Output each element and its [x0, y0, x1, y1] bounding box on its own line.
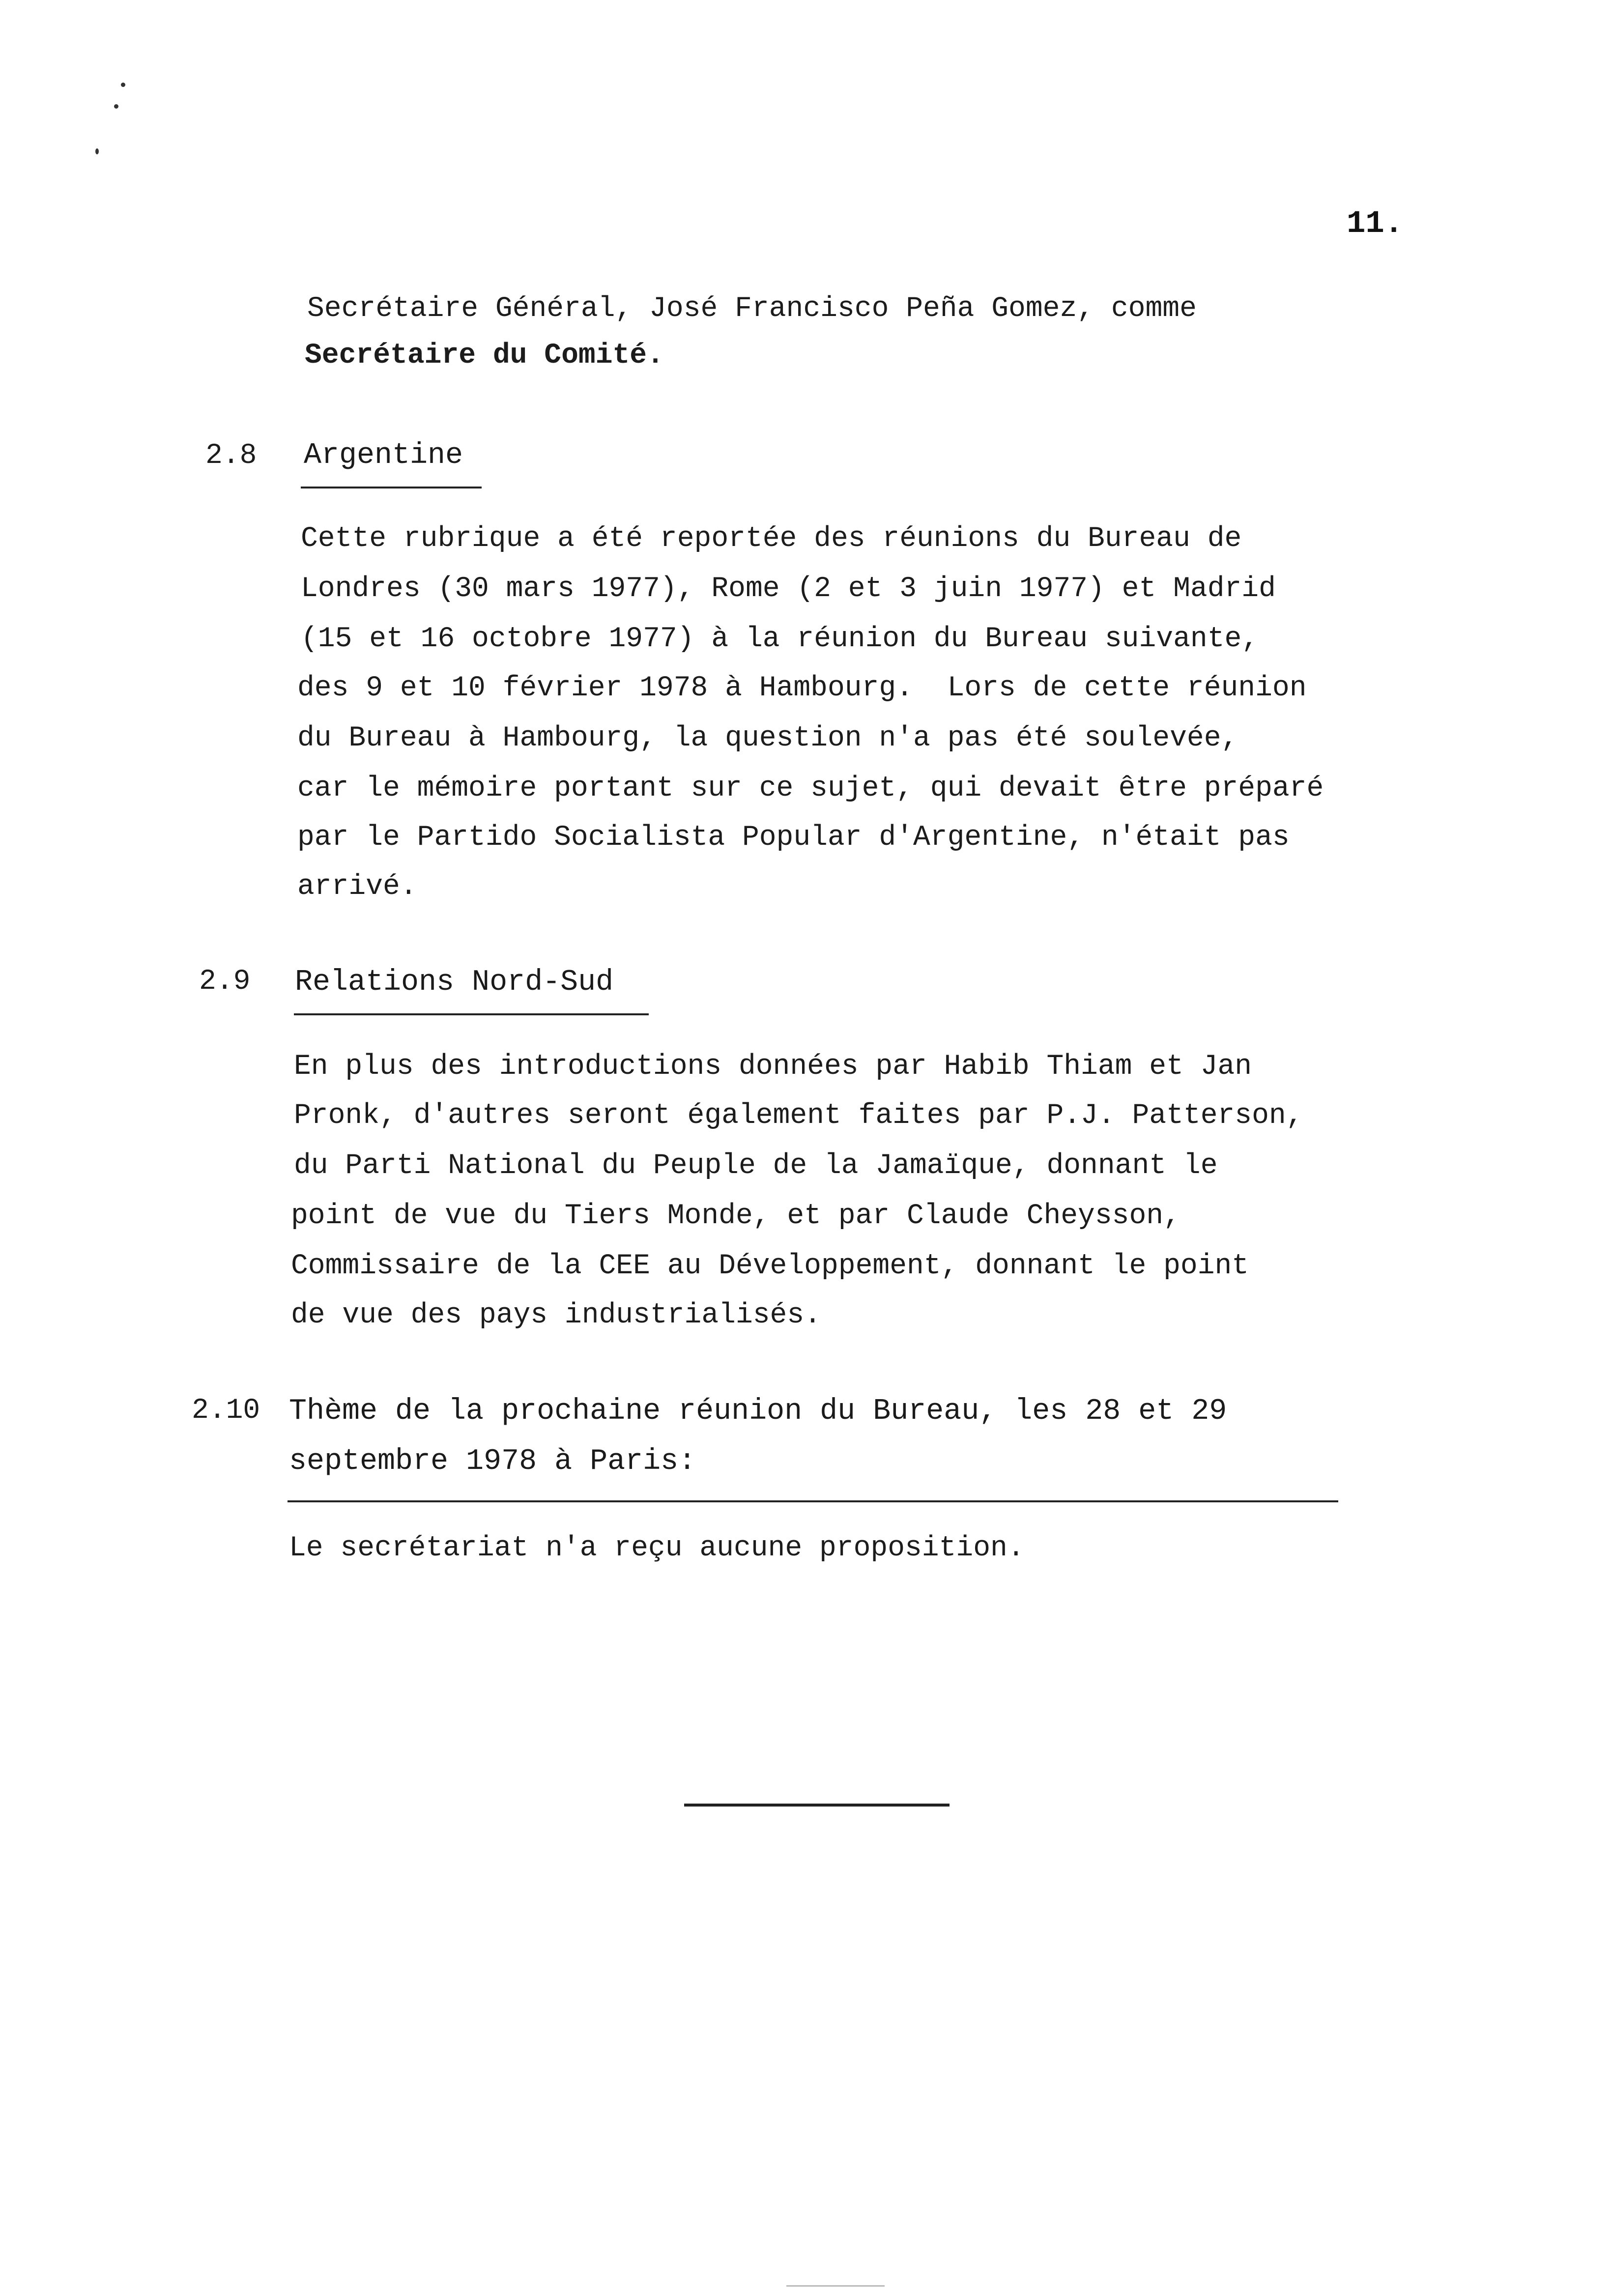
intro-line: Secrétaire Général, José Francisco Peña Gomez, comme — [307, 293, 1197, 325]
end-rule — [684, 1804, 950, 1807]
body-line: car le mémoire portant sur ce sujet, qui devait être préparé — [297, 773, 1324, 804]
scan-artifact — [786, 2285, 885, 2287]
intro-line: Secrétaire du Comité. — [305, 340, 664, 372]
section-title: Relations Nord-Sud — [295, 966, 614, 999]
body-line: Londres (30 mars 1977), Rome (2 et 3 juin 1977) et Madrid — [301, 573, 1276, 605]
title-underline — [301, 487, 482, 488]
body-line: En plus des introductions données par Habib Thiam et Jan — [294, 1051, 1252, 1083]
section-title: septembre 1978 à Paris: — [289, 1445, 696, 1478]
body-line: arrivé. — [297, 871, 417, 903]
page-number: 11. — [1347, 206, 1404, 242]
title-underline — [288, 1500, 1338, 1502]
body-line: de vue des pays industrialisés. — [291, 1299, 821, 1331]
body-line: Pronk, d'autres seront également faites par P.J. Patterson, — [294, 1100, 1303, 1132]
body-line: Commissaire de la CEE au Développement, donnant le point — [291, 1250, 1249, 1282]
scan-mark — [114, 104, 118, 109]
body-line: par le Partido Socialista Popular d'Argentine, n'était pas — [297, 822, 1290, 854]
section-number: 2.10 — [192, 1395, 260, 1427]
section-number: 2.8 — [205, 440, 257, 472]
body-line: du Parti National du Peuple de la Jamaïque, donnant le — [294, 1150, 1218, 1182]
body-line: Cette rubrique a été reportée des réunions du Bureau de — [301, 523, 1242, 555]
body-line: point de vue du Tiers Monde, et par Claude Cheysson, — [291, 1200, 1180, 1232]
scan-mark — [121, 83, 125, 87]
scan-mark — [95, 148, 99, 154]
section-title: Thème de la prochaine réunion du Bureau, les 28 et 29 — [289, 1395, 1227, 1428]
title-underline — [294, 1013, 649, 1015]
body-line: des 9 et 10 février 1978 à Hambourg. Lors de cette réunion — [297, 672, 1307, 704]
body-line: (15 et 16 octobre 1977) à la réunion du Bureau suivante, — [301, 623, 1259, 655]
body-line: du Bureau à Hambourg, la question n'a pas été soulevée, — [297, 722, 1238, 754]
section-title: Argentine — [304, 439, 463, 472]
body-line: Le secrétariat n'a reçu aucune proposition. — [289, 1532, 1025, 1564]
section-number: 2.9 — [199, 966, 251, 998]
